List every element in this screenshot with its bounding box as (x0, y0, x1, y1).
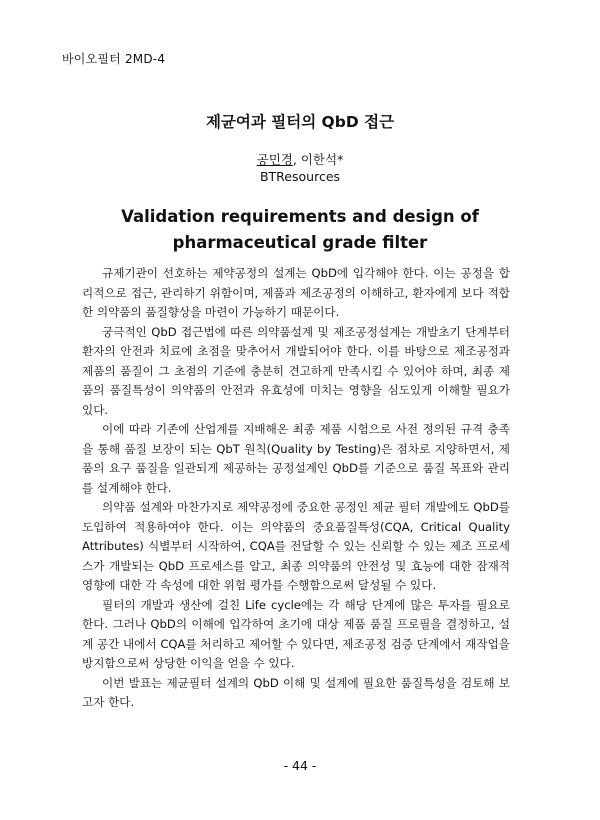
english-title-line-2: pharmaceutical grade filter (172, 233, 428, 252)
paragraph: 궁극적인 QbD 접근법에 따른 의약품설계 및 제조공정설계는 개발초기 단계부터 환자의 안전과 치료에 초점을 맞추어서 개발되어야 한다. 이를 바탕으로 제조공정과 제품의 품질이 그 초점의 기준에 충분히 견고하게 만족시킬 수 있어야 하며, 최종 제품의 품질특성이 의약품의 안전과 유효성에 미치는 영향을 심도있게 이해할 필요가 있다. (82, 324, 510, 417)
paragraph: 규제기관이 선호하는 제약공정의 설계는 QbD에 입각해야 한다. 이는 공정을 합리적으로 접근, 관리하기 위함이며, 제품과 제조공정의 이해하고, 환자에게 보다 적합한 의약품의 품질향상을 마련이 가능하기 때문이다. (82, 266, 510, 319)
paragraph: 필터의 개발과 생산에 걸친 Life cycle에는 각 해당 단계에 많은 투자를 필요로 한다. 그러나 QbD의 이해에 입각하여 초기에 대상 제품 품질 프로필을 결정하고, 설계 공간 내에서 CQA를 처리하고 제어할 수 있다면, 제조공정 검증 단계에서 재작업을 방지함으로써 상당한 이익을 얻을 수 있다. (82, 597, 510, 670)
affiliation: BTResources (259, 169, 341, 184)
paragraph: 이에 따라 기존에 산업계를 지배해온 최종 제품 시험으로 사전 정의된 규격 충족을 통해 품질 보장이 되는 QbT 원칙(Quality by Testing)은 점차로 지양하면서, 제품의 요구 품질을 일관되게 제공하는 공정설계인 QbD를 기준으로 품질 목표와 관리를 설계해야 한다. (82, 422, 510, 495)
english-title (60, 204, 540, 256)
paragraph: 의약품 설계와 마찬가지로 제약공정에 중요한 공정인 제균 필터 개발에도 QbD를 도입하여 적용하여야 한다. 이는 의약품의 중요품질특성(CQA, Critical Quality Attributes) 식별부터 시작하여, CQA를 전달할 수 있는 신뢰할 수 있는 제조 프로세스가 개발되는 QbD 프로세스를 알고, 최종 의약품의 안전성 및 효능에 대한 잠재적 영향에 대한 각 속성에 대한 위험 평가를 수행함으로써 달성될 수 있다. (82, 500, 510, 592)
english-title-line-1: Validation requirements and design of (121, 207, 479, 226)
korean-title: 제균여과 필터의 QbD 접근 (205, 113, 395, 131)
page-number: - 44 - (283, 758, 317, 773)
running-header: 바이오필터 2MD-4 (62, 52, 166, 66)
other-authors: , 이한석* (292, 152, 344, 167)
first-author: 공민경 (256, 152, 293, 167)
paragraph: 이번 발표는 제균필터 설계의 QbD 이해 및 설계에 필요한 품질특성을 검토해 보고자 한다. (82, 675, 510, 709)
abstract-body (82, 264, 510, 713)
author-line (0, 150, 600, 168)
